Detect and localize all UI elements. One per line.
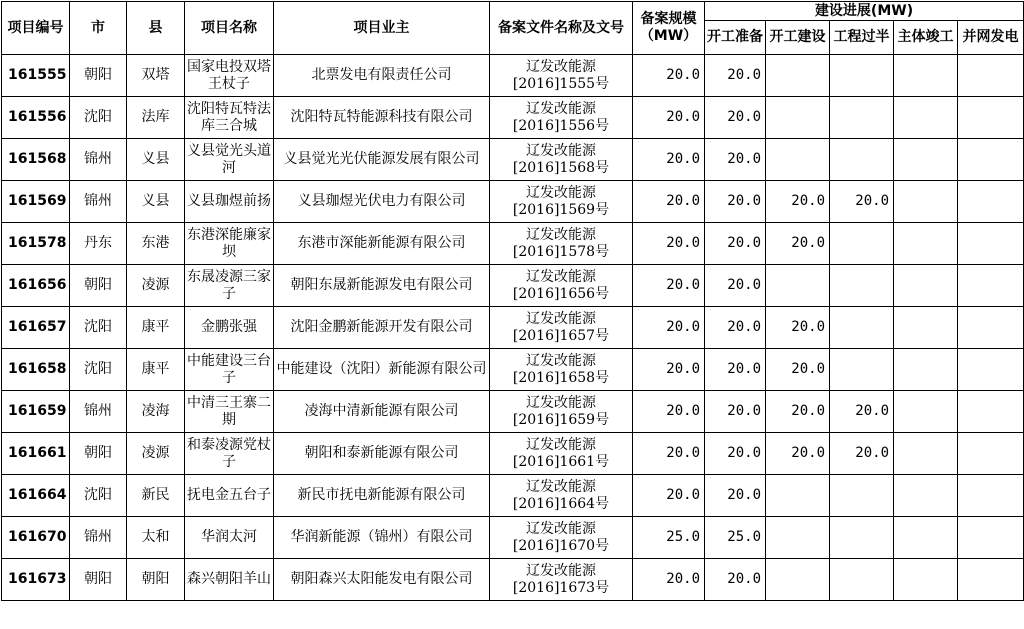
cell-grid xyxy=(958,307,1024,349)
cell-grid xyxy=(958,181,1024,223)
cell-grid xyxy=(958,349,1024,391)
cell-scale: 20.0 xyxy=(633,181,705,223)
doc-agency: 辽发改能源 xyxy=(526,520,596,537)
cell-construction xyxy=(766,55,830,97)
cell-owner: 沈阳金鹏新能源开发有限公司 xyxy=(274,307,490,349)
cell-county: 义县 xyxy=(127,181,185,223)
cell-owner: 朝阳森兴太阳能发电有限公司 xyxy=(274,559,490,601)
doc-agency: 辽发改能源 xyxy=(526,58,596,75)
cell-city: 沈阳 xyxy=(70,97,127,139)
cell-city: 沈阳 xyxy=(70,307,127,349)
cell-scale: 20.0 xyxy=(633,391,705,433)
cell-prep: 20.0 xyxy=(705,55,766,97)
cell-doc xyxy=(490,559,633,601)
header-name: 项目名称 xyxy=(185,2,274,55)
cell-scale: 20.0 xyxy=(633,97,705,139)
header-county: 县 xyxy=(127,2,185,55)
cell-name: 沈阳特瓦特法库三合城 xyxy=(185,97,274,139)
doc-agency: 辽发改能源 xyxy=(526,310,596,327)
cell-city: 锦州 xyxy=(70,139,127,181)
table-row xyxy=(2,181,1024,223)
doc-number: [2016]1555号 xyxy=(512,75,610,92)
cell-grid xyxy=(958,433,1024,475)
cell-county: 凌源 xyxy=(127,265,185,307)
cell-grid xyxy=(958,517,1024,559)
doc-number: [2016]1569号 xyxy=(512,201,610,218)
doc-number: [2016]1673号 xyxy=(512,579,610,596)
cell-prep: 20.0 xyxy=(705,391,766,433)
table-row xyxy=(2,55,1024,97)
doc-agency: 辽发改能源 xyxy=(526,142,596,159)
cell-halfway: 20.0 xyxy=(830,391,894,433)
cell-id: 161578 xyxy=(2,223,70,265)
cell-prep: 25.0 xyxy=(705,517,766,559)
cell-id: 161670 xyxy=(2,517,70,559)
cell-completed xyxy=(894,265,958,307)
cell-owner: 凌海中清新能源有限公司 xyxy=(274,391,490,433)
cell-halfway: 20.0 xyxy=(830,181,894,223)
cell-construction: 20.0 xyxy=(766,433,830,475)
header-completed: 主体竣工 xyxy=(894,21,958,55)
cell-prep: 20.0 xyxy=(705,475,766,517)
cell-completed xyxy=(894,559,958,601)
cell-construction xyxy=(766,139,830,181)
cell-doc xyxy=(490,391,633,433)
cell-halfway xyxy=(830,55,894,97)
cell-owner: 中能建设（沈阳）新能源有限公司 xyxy=(274,349,490,391)
cell-owner: 沈阳特瓦特能源科技有限公司 xyxy=(274,97,490,139)
cell-scale: 20.0 xyxy=(633,223,705,265)
cell-prep: 20.0 xyxy=(705,223,766,265)
cell-prep: 20.0 xyxy=(705,349,766,391)
doc-number: [2016]1578号 xyxy=(512,243,610,260)
doc-number: [2016]1664号 xyxy=(512,495,610,512)
cell-scale: 20.0 xyxy=(633,265,705,307)
cell-construction: 20.0 xyxy=(766,391,830,433)
cell-name: 国家电投双塔王杖子 xyxy=(185,55,274,97)
header-progress-group: 建设进展(MW) xyxy=(705,2,1024,21)
header-id: 项目编号 xyxy=(2,2,70,55)
cell-owner: 义县觉光光伏能源发展有限公司 xyxy=(274,139,490,181)
cell-name: 东港深能廉家坝 xyxy=(185,223,274,265)
header-owner: 项目业主 xyxy=(274,2,490,55)
cell-owner: 朝阳和泰新能源有限公司 xyxy=(274,433,490,475)
cell-county: 义县 xyxy=(127,139,185,181)
cell-halfway xyxy=(830,265,894,307)
cell-county: 康平 xyxy=(127,307,185,349)
cell-grid xyxy=(958,265,1024,307)
header-doc: 备案文件名称及文号 xyxy=(490,2,633,55)
cell-county: 东港 xyxy=(127,223,185,265)
table-row xyxy=(2,139,1024,181)
cell-scale: 20.0 xyxy=(633,433,705,475)
cell-prep: 20.0 xyxy=(705,433,766,475)
cell-halfway xyxy=(830,307,894,349)
cell-scale: 20.0 xyxy=(633,55,705,97)
cell-city: 朝阳 xyxy=(70,55,127,97)
cell-owner: 新民市抚电新能源有限公司 xyxy=(274,475,490,517)
doc-agency: 辽发改能源 xyxy=(526,184,596,201)
cell-prep: 20.0 xyxy=(705,181,766,223)
cell-halfway xyxy=(830,223,894,265)
cell-halfway xyxy=(830,349,894,391)
header-grid: 并网发电 xyxy=(958,21,1024,55)
cell-owner: 北票发电有限责任公司 xyxy=(274,55,490,97)
header-city: 市 xyxy=(70,2,127,55)
doc-agency: 辽发改能源 xyxy=(526,436,596,453)
cell-county: 法库 xyxy=(127,97,185,139)
cell-construction: 20.0 xyxy=(766,349,830,391)
doc-number: [2016]1657号 xyxy=(512,327,610,344)
cell-city: 锦州 xyxy=(70,517,127,559)
cell-id: 161555 xyxy=(2,55,70,97)
cell-name: 义县觉光头道河 xyxy=(185,139,274,181)
cell-doc xyxy=(490,223,633,265)
cell-id: 161656 xyxy=(2,265,70,307)
cell-name: 抚电金五台子 xyxy=(185,475,274,517)
cell-construction: 20.0 xyxy=(766,223,830,265)
doc-agency: 辽发改能源 xyxy=(526,562,596,579)
cell-completed xyxy=(894,97,958,139)
cell-city: 朝阳 xyxy=(70,559,127,601)
doc-number: [2016]1661号 xyxy=(512,453,610,470)
cell-completed xyxy=(894,139,958,181)
cell-county: 新民 xyxy=(127,475,185,517)
cell-doc xyxy=(490,475,633,517)
cell-id: 161664 xyxy=(2,475,70,517)
cell-grid xyxy=(958,475,1024,517)
cell-scale: 20.0 xyxy=(633,349,705,391)
cell-city: 丹东 xyxy=(70,223,127,265)
cell-id: 161658 xyxy=(2,349,70,391)
cell-construction xyxy=(766,559,830,601)
table-row xyxy=(2,223,1024,265)
doc-agency: 辽发改能源 xyxy=(526,268,596,285)
cell-doc xyxy=(490,97,633,139)
cell-completed xyxy=(894,223,958,265)
cell-construction: 20.0 xyxy=(766,307,830,349)
table-row xyxy=(2,433,1024,475)
cell-completed xyxy=(894,307,958,349)
cell-completed xyxy=(894,517,958,559)
cell-id: 161659 xyxy=(2,391,70,433)
cell-completed xyxy=(894,55,958,97)
doc-number: [2016]1670号 xyxy=(512,537,610,554)
cell-completed xyxy=(894,391,958,433)
doc-number: [2016]1656号 xyxy=(512,285,610,302)
cell-county: 凌源 xyxy=(127,433,185,475)
cell-prep: 20.0 xyxy=(705,265,766,307)
cell-id: 161661 xyxy=(2,433,70,475)
cell-doc xyxy=(490,265,633,307)
cell-prep: 20.0 xyxy=(705,97,766,139)
doc-number: [2016]1658号 xyxy=(512,369,610,386)
cell-name: 金鹏张强 xyxy=(185,307,274,349)
cell-prep: 20.0 xyxy=(705,139,766,181)
cell-county: 凌海 xyxy=(127,391,185,433)
table-body xyxy=(2,55,1024,601)
table-row xyxy=(2,265,1024,307)
cell-id: 161673 xyxy=(2,559,70,601)
doc-agency: 辽发改能源 xyxy=(526,478,596,495)
cell-grid xyxy=(958,55,1024,97)
doc-agency: 辽发改能源 xyxy=(526,394,596,411)
cell-county: 朝阳 xyxy=(127,559,185,601)
cell-id: 161569 xyxy=(2,181,70,223)
cell-county: 康平 xyxy=(127,349,185,391)
doc-agency: 辽发改能源 xyxy=(526,226,596,243)
cell-name: 森兴朝阳羊山 xyxy=(185,559,274,601)
doc-number: [2016]1556号 xyxy=(512,117,610,134)
cell-halfway xyxy=(830,475,894,517)
cell-scale: 20.0 xyxy=(633,307,705,349)
cell-completed xyxy=(894,475,958,517)
cell-halfway: 20.0 xyxy=(830,433,894,475)
doc-agency: 辽发改能源 xyxy=(526,100,596,117)
cell-construction xyxy=(766,265,830,307)
cell-name: 华润太河 xyxy=(185,517,274,559)
cell-city: 锦州 xyxy=(70,391,127,433)
cell-grid xyxy=(958,559,1024,601)
table-row xyxy=(2,97,1024,139)
cell-name: 中清三王寨二期 xyxy=(185,391,274,433)
cell-name: 东晟凌源三家子 xyxy=(185,265,274,307)
cell-city: 朝阳 xyxy=(70,265,127,307)
table-header xyxy=(2,2,1024,55)
cell-name: 中能建设三台子 xyxy=(185,349,274,391)
cell-completed xyxy=(894,349,958,391)
cell-owner: 朝阳东晟新能源发电有限公司 xyxy=(274,265,490,307)
cell-doc xyxy=(490,517,633,559)
cell-doc xyxy=(490,307,633,349)
cell-construction xyxy=(766,475,830,517)
cell-doc xyxy=(490,433,633,475)
doc-number: [2016]1659号 xyxy=(512,411,610,428)
cell-scale: 20.0 xyxy=(633,475,705,517)
cell-name: 义县珈煜前扬 xyxy=(185,181,274,223)
cell-construction xyxy=(766,517,830,559)
cell-grid xyxy=(958,391,1024,433)
header-halfway: 工程过半 xyxy=(830,21,894,55)
cell-doc xyxy=(490,349,633,391)
cell-halfway xyxy=(830,139,894,181)
cell-halfway xyxy=(830,97,894,139)
doc-agency: 辽发改能源 xyxy=(526,352,596,369)
cell-owner: 华润新能源（锦州）有限公司 xyxy=(274,517,490,559)
cell-scale: 20.0 xyxy=(633,139,705,181)
table-row xyxy=(2,307,1024,349)
cell-city: 朝阳 xyxy=(70,433,127,475)
table-row xyxy=(2,475,1024,517)
cell-prep: 20.0 xyxy=(705,559,766,601)
header-construction: 开工建设 xyxy=(766,21,830,55)
cell-id: 161657 xyxy=(2,307,70,349)
cell-scale: 25.0 xyxy=(633,517,705,559)
cell-prep: 20.0 xyxy=(705,307,766,349)
cell-completed xyxy=(894,433,958,475)
table-row xyxy=(2,517,1024,559)
cell-city: 锦州 xyxy=(70,181,127,223)
project-table xyxy=(1,1,1024,601)
cell-owner: 东港市深能新能源有限公司 xyxy=(274,223,490,265)
cell-county: 太和 xyxy=(127,517,185,559)
cell-doc xyxy=(490,139,633,181)
cell-county: 双塔 xyxy=(127,55,185,97)
cell-construction: 20.0 xyxy=(766,181,830,223)
cell-halfway xyxy=(830,559,894,601)
cell-construction xyxy=(766,97,830,139)
cell-doc xyxy=(490,181,633,223)
doc-number: [2016]1568号 xyxy=(512,159,610,176)
cell-city: 沈阳 xyxy=(70,349,127,391)
cell-halfway xyxy=(830,517,894,559)
cell-city: 沈阳 xyxy=(70,475,127,517)
table-row xyxy=(2,391,1024,433)
cell-id: 161556 xyxy=(2,97,70,139)
header-prep: 开工准备 xyxy=(705,21,766,55)
cell-name: 和泰凌源党杖子 xyxy=(185,433,274,475)
table-row xyxy=(2,559,1024,601)
cell-owner: 义县珈煜光伏电力有限公司 xyxy=(274,181,490,223)
cell-completed xyxy=(894,181,958,223)
cell-id: 161568 xyxy=(2,139,70,181)
cell-grid xyxy=(958,97,1024,139)
cell-grid xyxy=(958,139,1024,181)
table-row xyxy=(2,349,1024,391)
cell-grid xyxy=(958,223,1024,265)
cell-doc xyxy=(490,55,633,97)
cell-scale: 20.0 xyxy=(633,559,705,601)
header-scale: 备案规模（MW） xyxy=(633,2,705,55)
